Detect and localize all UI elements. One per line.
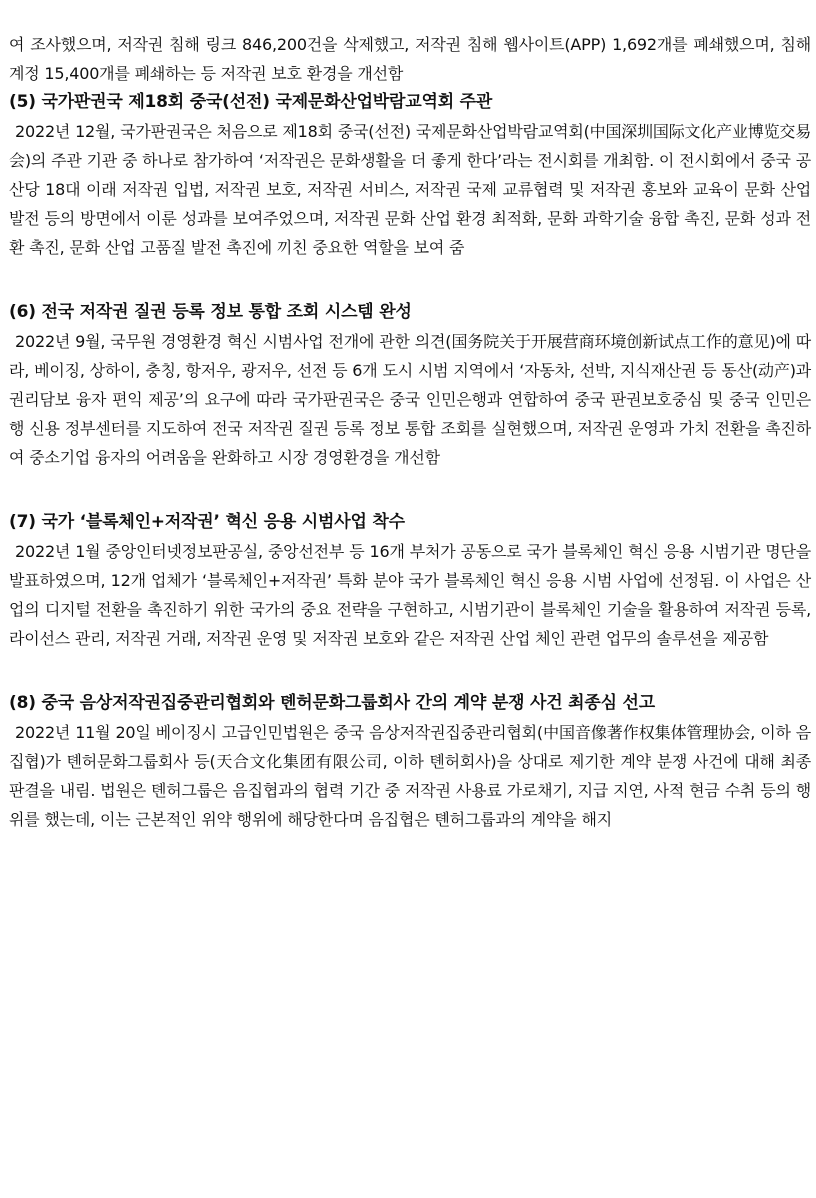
section-body-5: 2022년 12월, 국가판권국은 처음으로 제18회 중국(선전) 국제문화산업박람교역회(中国深圳国际文化产业博览交易会)의 주관 기관 중 하나로 참가하여 ‘저작권은 문화생활을 더 좋게 한다’라는 전시회를 개최함. 이 전시회에서 중국 공산당 18대 이래 저작권 입법, 저작권 보호, 저작권 서비스, 저작권 국제 교류협력 및 저작권 홍보와 교육이 문화 산업 발전 등의 방면에서 이룬 성과를 보여주었으며, 저작권 문화 산업 환경 최적화, 문화 과학기술 융합 촉진, 문화 성과 전환 촉진, 문화 산업 고품질 발전 촉진에 끼친 중요한 역할을 보여 줌 xyxy=(9,122,811,257)
intro-paragraph: 여 조사했으며, 저작권 침해 링크 846,200건을 삭제했고, 저작권 침해 웹사이트(APP) 1,692개를 폐쇄했으며, 침해 계정 15,400개를 폐쇄하는 등 저작권 보호 환경을 개선함 xyxy=(9,35,811,83)
section-heading-5: (5) 국가판권국 제18회 중국(선전) 국제문화산업박람교역회 주관 xyxy=(9,92,493,112)
paragraph-spacer xyxy=(9,472,811,508)
section-heading-8: (8) 중국 음상저작권집중관리협회와 톈허문화그룹회사 간의 계약 분쟁 사건 최종심 선고 xyxy=(9,693,656,713)
section-body-7: 2022년 1월 중앙인터넷정보판공실, 중앙선전부 등 16개 부처가 공동으로 국가 블록체인 혁신 응용 시범기관 명단을 발표하였으며, 12개 업체가 ‘블록체인+저작권’ 특화 분야 국가 블록체인 혁신 응용 시범 사업에 선정됨. 이 사업은 산업의 디지털 전환을 촉진하기 위한 국가의 중요 전략을 구현하고, 시범기관이 블록체인 기술을 활용하여 저작권 등록, 라이선스 관리, 저작권 거래, 저작권 운영 및 저작권 보호와 같은 저작권 산업 체인 관련 업무의 솔루션을 제공함 xyxy=(9,542,811,648)
paragraph-spacer xyxy=(9,262,811,298)
section-body-8: 2022년 11월 20일 베이징시 고급인민법원은 중국 음상저작권집중관리협회(中国音像著作权集体管理协会, 이하 음집협)가 톈허문화그룹회사 등(天合文化集团有限公司, 이하 톈허회사)을 상대로 제기한 계약 분쟁 사건에 대해 최종 판결을 내림. 법원은 톈허그룹은 음집협과의 협력 기간 중 저작권 사용료 가로채기, 지급 지연, 사적 현금 수취 등의 행위를 했는데, 이는 근본적인 위약 행위에 해당한다며 음집협은 톈허그룹과의 계약을 해지 xyxy=(9,723,811,829)
section-body-6: 2022년 9월, 국무원 경영환경 혁신 시범사업 전개에 관한 의견(国务院关于开展营商环境创新试点工作的意见)에 따라, 베이징, 상하이, 충칭, 항저우, 광저우, 선전 등 6개 도시 시범 지역에서 ‘자동차, 선박, 지식재산권 등 동산(动产)과 권리담보 융자 편익 제공’의 요구에 따라 국가판권국은 중국 인민은행과 연합하여 중국 판권보호중심 및 중국 인민은행 신용 정부센터를 지도하여 전국 저작권 질권 등록 정보 통합 조회를 실현했으며, 저작권 운영과 가치 전환을 촉진하여 중소기업 융자의 어려움을 완화하고 시장 경영환경을 개선함 xyxy=(9,332,811,467)
section-heading-7: (7) 국가 ‘블록체인+저작권’ 혁신 응용 시범사업 착수 xyxy=(9,512,405,532)
section-heading-6: (6) 전국 저작권 질권 등록 정보 통합 조회 시스템 완성 xyxy=(9,302,412,322)
document-page xyxy=(9,30,811,834)
paragraph-spacer xyxy=(9,653,811,689)
